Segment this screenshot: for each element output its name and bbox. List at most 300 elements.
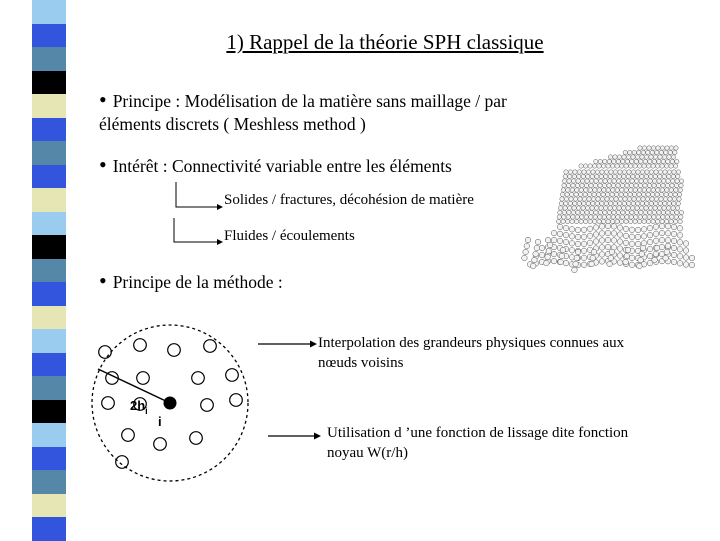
mesh-particle: [671, 224, 677, 230]
mesh-particle: [581, 248, 587, 254]
mesh-particle: [589, 179, 593, 183]
mesh-particle: [594, 206, 598, 210]
mesh-particle: [607, 159, 611, 163]
mesh-particle: [566, 215, 570, 219]
mesh-particle: [524, 243, 530, 249]
mesh-particle: [601, 164, 605, 168]
mesh-particle: [559, 253, 565, 259]
mesh-particle: [653, 224, 659, 230]
mesh-particle: [645, 201, 649, 205]
mesh-particle: [637, 164, 641, 168]
mesh-particle: [575, 241, 581, 247]
neighbor-particle: [137, 372, 150, 385]
mesh-particle: [574, 192, 578, 196]
method-arrows: [258, 341, 321, 440]
mesh-particle: [558, 259, 564, 265]
mesh-particle: [645, 197, 649, 201]
mesh-particle: [583, 192, 587, 196]
mesh-particle: [579, 164, 583, 168]
mesh-particle: [605, 223, 611, 229]
mesh-particle: [623, 192, 627, 196]
bullet-dot-icon: •: [99, 152, 107, 177]
mesh-particle: [670, 159, 674, 163]
mesh-particle: [597, 188, 601, 192]
sub-item-solids: Solides / fractures, décohésion de matière: [224, 192, 474, 208]
mesh-particle: [626, 174, 630, 178]
mesh-particle: [662, 174, 666, 178]
mesh-particle: [639, 210, 643, 214]
mesh-particle: [587, 192, 591, 196]
mesh-particle: [639, 159, 643, 163]
mesh-particle: [629, 262, 635, 268]
mesh-particle: [641, 197, 645, 201]
mesh-particle: [562, 183, 566, 187]
mesh-particle: [557, 215, 561, 219]
mesh-particle: [673, 192, 677, 196]
mesh-particle: [582, 197, 586, 201]
mesh-particle: [646, 192, 650, 196]
mesh-particle: [675, 210, 679, 214]
mesh-particle: [661, 215, 665, 219]
mesh-particle: [588, 188, 592, 192]
mesh-particle: [677, 253, 683, 259]
mesh-particle: [562, 179, 566, 183]
mesh-particle: [661, 179, 665, 183]
mesh-particle: [625, 159, 629, 163]
sph-neighborhood-diagram: [92, 325, 248, 481]
mesh-particle: [563, 232, 569, 238]
mesh-particle: [659, 150, 663, 154]
mesh-particle: [648, 206, 652, 210]
mesh-particle: [593, 232, 599, 238]
mesh-particle: [562, 215, 566, 219]
mesh-particle: [590, 255, 596, 261]
mesh-particle: [602, 188, 606, 192]
mesh-particle: [599, 224, 605, 230]
mesh-particle: [646, 164, 650, 168]
mesh-particle: [683, 241, 689, 247]
mesh-particle: [666, 206, 670, 210]
mesh-particle: [563, 174, 567, 178]
mesh-particle: [584, 183, 588, 187]
mesh-particle: [637, 219, 641, 223]
mesh-particle: [636, 201, 640, 205]
mesh-particle: [605, 192, 609, 196]
neighbor-particle: [134, 339, 147, 352]
mesh-particle: [654, 245, 660, 251]
mesh-particle: [615, 164, 619, 168]
mesh-particle: [665, 237, 671, 243]
mesh-particle: [571, 210, 575, 214]
mesh-particle: [551, 258, 557, 264]
mesh-particle: [569, 227, 575, 233]
mesh-particle: [532, 257, 538, 263]
mesh-particle: [675, 179, 679, 183]
mesh-particle: [617, 260, 623, 266]
mesh-particle: [619, 219, 623, 223]
neighbor-particle: [204, 340, 217, 353]
mesh-particle: [582, 201, 586, 205]
mesh-particle: [655, 192, 659, 196]
mesh-particle: [578, 192, 582, 196]
mesh-particle: [650, 192, 654, 196]
mesh-particle: [580, 215, 584, 219]
mesh-particle: [616, 159, 620, 163]
mesh-particle: [587, 240, 593, 246]
mesh-particle: [673, 150, 677, 154]
mesh-particle: [675, 159, 679, 163]
mesh-particle: [623, 259, 629, 265]
sub-item-fluids: Fluides / écoulements: [224, 228, 355, 244]
mesh-particle: [689, 255, 695, 261]
mesh-particle: [610, 219, 614, 223]
mesh-particle: [566, 188, 570, 192]
mesh-particle: [539, 245, 545, 251]
mesh-particle: [568, 201, 572, 205]
mesh-particle: [628, 164, 632, 168]
mesh-particle: [643, 159, 647, 163]
mesh-particle: [658, 155, 662, 159]
mesh-particle: [643, 179, 647, 183]
mesh-particle: [545, 254, 551, 260]
mesh-particle: [613, 155, 617, 159]
mesh-particle: [562, 210, 566, 214]
mesh-particle: [678, 219, 682, 223]
mesh-particle: [616, 215, 620, 219]
mesh-particle: [605, 237, 611, 243]
mesh-particle: [612, 206, 616, 210]
mesh-particle: [628, 192, 632, 196]
mesh-particle: [620, 183, 624, 187]
mesh-particle: [563, 206, 567, 210]
mesh-particle: [630, 210, 634, 214]
mesh-particle: [598, 179, 602, 183]
mesh-particle: [611, 231, 617, 237]
mesh-particle: [594, 159, 598, 163]
mesh-particle: [665, 215, 669, 219]
mesh-particle: [598, 159, 602, 163]
mesh-particle: [589, 215, 593, 219]
mesh-particle: [657, 206, 661, 210]
neighbor-particle: [192, 372, 205, 385]
mesh-particle: [661, 159, 665, 163]
mesh-particle: [623, 233, 629, 239]
mesh-particle: [580, 210, 584, 214]
mesh-particle: [634, 183, 638, 187]
mesh-particle: [581, 227, 587, 233]
mesh-particle: [603, 206, 607, 210]
mesh-particle: [638, 183, 642, 187]
mesh-particle: [672, 197, 676, 201]
mesh-particle: [659, 237, 665, 243]
mesh-particle: [586, 174, 590, 178]
mesh-particle: [564, 201, 568, 205]
mesh-particle: [623, 240, 629, 246]
mesh-particle: [647, 215, 651, 219]
mesh-particle: [667, 155, 671, 159]
mesh-particle: [573, 261, 579, 267]
mesh-particle: [584, 215, 588, 219]
mesh-particle: [612, 210, 616, 214]
mesh-particle: [560, 197, 564, 201]
mesh-particle: [663, 255, 669, 261]
mesh-particle: [666, 159, 670, 163]
mesh-particle: [634, 210, 638, 214]
radius-label: $2h_i$: [130, 398, 148, 416]
mesh-particle: [646, 219, 650, 223]
mesh-particle: [566, 183, 570, 187]
mesh-particle: [546, 248, 552, 254]
mesh-particle: [616, 183, 620, 187]
mesh-particle: [659, 192, 663, 196]
mesh-particle: [593, 239, 599, 245]
mesh-particle: [668, 150, 672, 154]
mesh-particle: [596, 197, 600, 201]
mesh-particle: [678, 188, 682, 192]
mesh-particle: [613, 170, 617, 174]
mesh-particle: [574, 219, 578, 223]
mesh-particle: [601, 219, 605, 223]
mesh-particle: [666, 210, 670, 214]
mesh-particle: [611, 215, 615, 219]
mesh-particle: [683, 248, 689, 254]
mesh-particle: [564, 197, 568, 201]
mesh-particle: [602, 183, 606, 187]
mesh-particle: [621, 206, 625, 210]
mesh-particle: [665, 188, 669, 192]
mesh-particle: [649, 174, 653, 178]
mesh-particle: [658, 201, 662, 205]
mesh-particle: [522, 255, 528, 261]
mesh-particle: [592, 164, 596, 168]
mesh-particle: [571, 179, 575, 183]
mesh-particle: [659, 230, 665, 236]
mesh-particle: [585, 210, 589, 214]
mesh-particle: [671, 174, 675, 178]
mesh-particle: [599, 231, 605, 237]
mesh-particle: [599, 238, 605, 244]
mesh-particle: [618, 170, 622, 174]
mesh-particle: [614, 197, 618, 201]
mesh-particle: [615, 219, 619, 223]
mesh-particle: [670, 215, 674, 219]
mesh-particle: [565, 219, 569, 223]
mesh-particle: [671, 238, 677, 244]
mesh-particle: [666, 179, 670, 183]
mesh-particle: [560, 247, 566, 253]
mesh-particle: [619, 192, 623, 196]
mesh-particle: [632, 197, 636, 201]
mesh-particle: [664, 219, 668, 223]
mesh-particle: [641, 234, 647, 240]
mesh-particle: [580, 183, 584, 187]
mesh-particle: [670, 210, 674, 214]
mesh-particle: [570, 219, 574, 223]
mesh-particle: [587, 226, 593, 232]
mesh-particle: [670, 183, 674, 187]
mesh-particle: [683, 255, 689, 261]
mesh-particle: [581, 206, 585, 210]
mesh-particle: [605, 230, 611, 236]
mesh-particle: [612, 179, 616, 183]
neighbor-particle: [201, 399, 214, 412]
mesh-particle: [669, 146, 673, 150]
mesh-particle: [568, 174, 572, 178]
mesh-particle: [642, 146, 646, 150]
mesh-particle: [629, 241, 635, 247]
mesh-particle: [590, 174, 594, 178]
mesh-particle: [609, 249, 615, 255]
bullet-dot-icon: •: [99, 268, 107, 293]
bullet-principle: • Principe : Modélisation de la matière sans maillage / par: [99, 87, 507, 112]
mesh-particle: [571, 215, 575, 219]
mesh-particle: [665, 183, 669, 187]
mesh-particle: [599, 206, 603, 210]
mesh-particle: [622, 174, 626, 178]
mesh-particle: [563, 239, 569, 245]
mesh-particle: [575, 183, 579, 187]
mesh-particle: [669, 164, 673, 168]
mesh-particle: [610, 192, 614, 196]
mesh-particle: [637, 150, 641, 154]
mesh-particle: [679, 179, 683, 183]
mesh-particle: [569, 192, 573, 196]
mesh-particle: [563, 260, 569, 266]
mesh-particle: [561, 219, 565, 223]
mesh-particle: [649, 155, 653, 159]
mesh-particle: [535, 239, 541, 245]
mesh-particle: [635, 234, 641, 240]
bullet-method: • Principe de la méthode :: [99, 268, 283, 293]
mesh-particle: [665, 146, 669, 150]
mesh-particle: [653, 238, 659, 244]
mesh-particle: [646, 150, 650, 154]
mesh-particle: [571, 183, 575, 187]
mesh-particle: [631, 155, 635, 159]
mesh-particle: [612, 159, 616, 163]
mesh-particle: [640, 155, 644, 159]
mesh-particle: [661, 210, 665, 214]
mesh-particle: [651, 188, 655, 192]
mesh-particle: [677, 247, 683, 253]
mesh-particle: [561, 188, 565, 192]
mesh-particle: [530, 263, 536, 269]
mesh-particle: [654, 170, 658, 174]
mesh-particle: [629, 215, 633, 219]
mesh-particle: [614, 192, 618, 196]
mesh-particle: [539, 252, 545, 258]
mesh-particle: [629, 183, 633, 187]
mesh-particle: [593, 188, 597, 192]
mesh-particle: [633, 188, 637, 192]
mesh-particle: [636, 170, 640, 174]
mesh-particle: [639, 179, 643, 183]
mesh-particle: [581, 174, 585, 178]
mesh-particle: [576, 179, 580, 183]
mesh-particle: [611, 238, 617, 244]
mesh-particle: [670, 179, 674, 183]
mesh-particle: [631, 174, 635, 178]
mesh-particle: [569, 197, 573, 201]
mesh-particle: [569, 234, 575, 240]
mesh-particle: [627, 197, 631, 201]
mesh-particle: [652, 183, 656, 187]
mesh-particle: [586, 170, 590, 174]
mesh-particle: [628, 219, 632, 223]
mesh-particle: [623, 150, 627, 154]
mesh-particle: [563, 225, 569, 231]
mesh-particle: [581, 241, 587, 247]
mesh-particle: [653, 174, 657, 178]
mesh-particle: [607, 261, 613, 267]
mesh-particle: [611, 183, 615, 187]
mesh-particle: [637, 192, 641, 196]
mesh-particle: [623, 226, 629, 232]
mesh-particle: [671, 259, 677, 265]
mesh-particle: [608, 206, 612, 210]
mesh-particle: [660, 219, 664, 223]
neighbor-particle: [226, 369, 239, 382]
mesh-particle: [636, 197, 640, 201]
mesh-particle: [641, 150, 645, 154]
mesh-particle: [638, 257, 644, 263]
mesh-particle: [625, 210, 629, 214]
mesh-particle: [601, 192, 605, 196]
mesh-particle: [647, 183, 651, 187]
mesh-particle: [664, 150, 668, 154]
mesh-particle: [674, 215, 678, 219]
mesh-particle: [544, 260, 550, 266]
mesh-particle: [650, 150, 654, 154]
mesh-particle: [523, 249, 529, 255]
mesh-particle: [558, 206, 562, 210]
mesh-particle: [576, 210, 580, 214]
mesh-particle: [591, 197, 595, 201]
mesh-particle: [573, 197, 577, 201]
mesh-particle: [667, 174, 671, 178]
bullet-dot-icon: •: [99, 87, 107, 112]
mesh-particle: [665, 223, 671, 229]
mesh-particle: [599, 252, 605, 258]
mesh-particle: [638, 215, 642, 219]
mesh-particle: [603, 210, 607, 214]
mesh-particle: [657, 159, 661, 163]
mesh-particle: [587, 197, 591, 201]
central-particle: [164, 397, 177, 410]
mesh-particle: [592, 219, 596, 223]
mesh-particle: [679, 215, 683, 219]
mesh-particle: [609, 201, 613, 205]
mesh-particle: [585, 179, 589, 183]
mesh-particle: [679, 210, 683, 214]
mesh-particle: [655, 150, 659, 154]
mesh-particle: [583, 164, 587, 168]
mesh-particle: [594, 179, 598, 183]
mesh-particle: [607, 179, 611, 183]
mesh-particle: [689, 262, 695, 268]
mesh-particle: [557, 238, 563, 244]
mesh-particle: [603, 179, 607, 183]
mesh-particle: [674, 146, 678, 150]
mesh-particle: [652, 257, 658, 263]
mesh-particle: [654, 201, 658, 205]
mesh-particle: [588, 164, 592, 168]
mesh-particle: [679, 183, 683, 187]
mesh-particle: [608, 174, 612, 178]
mesh-particle: [667, 170, 671, 174]
mesh-particle: [630, 159, 634, 163]
mesh-particle: [676, 201, 680, 205]
